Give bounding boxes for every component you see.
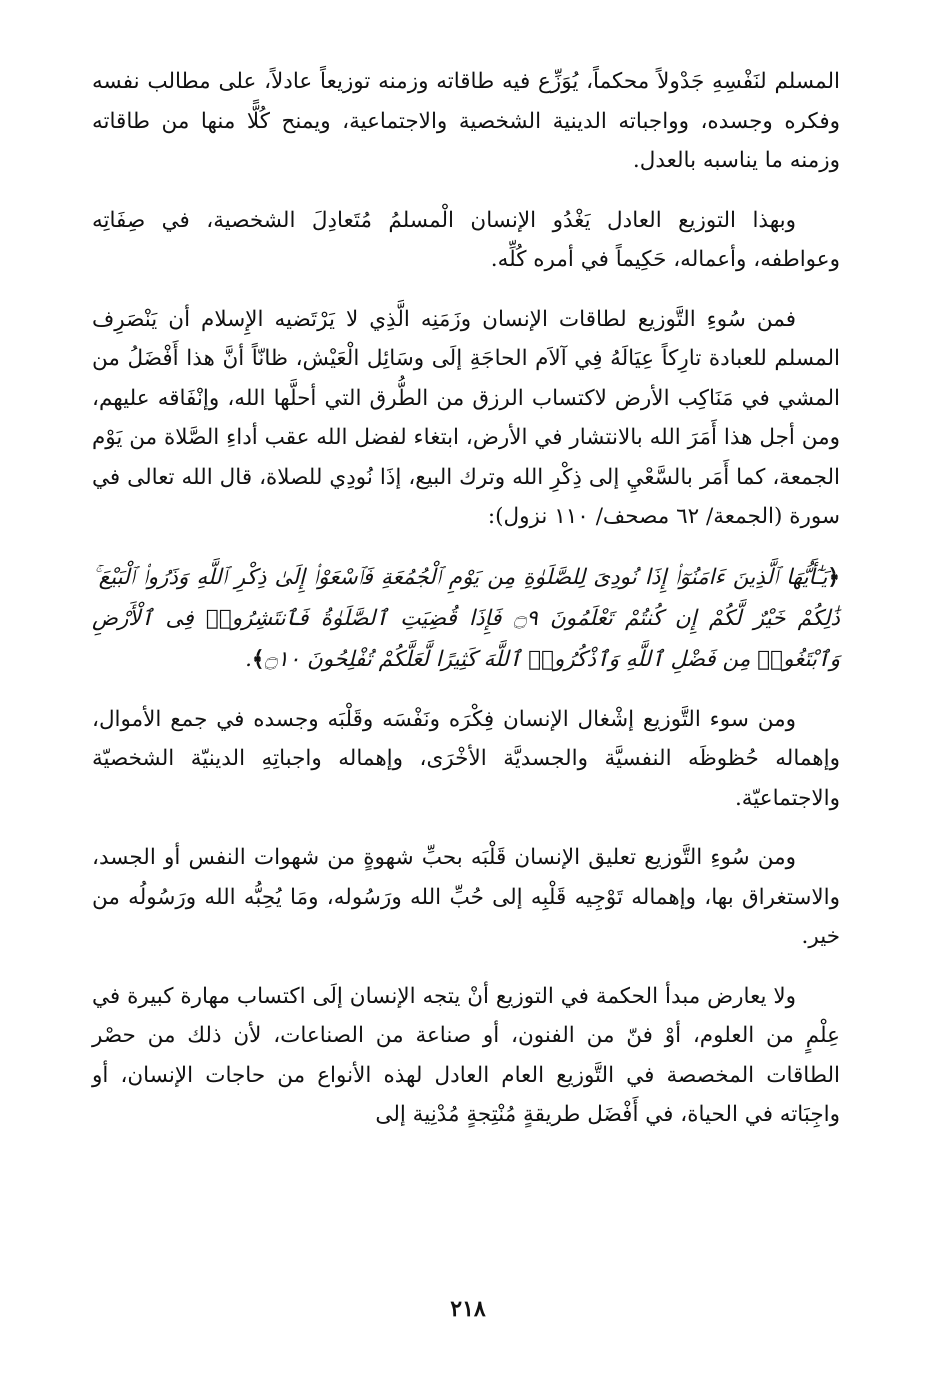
paragraph-text: المسلم لنَفْسِهِ جَدْولاً محكماً، يُوَزِّع فيه طاقاته وزمنه توزيعاً عادلاً، على مطالب نفسه وفكره وجسده، وواجباته الدينية الشخصية والاجتماعية، ويمنح كُلًّا منها من طاقاته وزمنه ما يناسبه بالعدل. [92, 69, 840, 173]
paragraph-4 [92, 700, 840, 819]
paragraph-5 [92, 838, 840, 957]
verse-open-bracket: ﴿ [827, 564, 840, 590]
paragraph-2 [92, 201, 840, 280]
verse-text: يَـٰٓأَيُّهَا ٱلَّذِينَ ءَامَنُوٓا۟ إِذَا نُودِىَ لِلصَّلَوٰةِ مِن يَوْمِ ٱلْجُمُعَةِ فَٱسْعَوْا۟ إِلَىٰ ذِكْرِ ٱللَّهِ وَذَرُوا۟ ٱلْبَيْعَ ۚ ذَٰلِكُمْ خَيْرٌ لَّكُمْ إِن كُنتُمْ تَعْلَمُونَ ۝٩ فَإِذَا قُضِيَتِ ٱلصَّلَوٰةُ فَٱنتَشِرُوا۟ فِى ٱلْأَرْضِ وَٱبْتَغُوا۟ مِن فَضْلِ ٱللَّهِ وَٱذْكُرُوا۟ ٱللَّهَ كَثِيرًا لَّعَلَّكُمْ تُفْلِحُونَ ۝١٠ [92, 564, 840, 672]
paragraph-text: فمن سُوءِ التَّوزيع لطاقات الإنسان وزَمَنِه الَّذِي لا يَرْتَضيه الإِسلام أن يَنْصَرِف المسلم للعبادة تارِكاً عِيَالَهُ فِي آلاَم الحاجَةِ إلَى وسَائِل الْعَيْش، ظانّاً أنَّ هذا أَفْضَلُ من المشي في مَنَاكِب الأرض لاكتساب الرزق من الطُّرق التي أحلَّها الله، وإنْفَاقه عليهم، ومن أجل هذا أَمَرَ الله بالانتشار في الأرض، ابتغاء لفضل الله عقب أداءِ الصَّلاة من يَوْم الجمعة، كما أَمَر بالسَّعْيِ إلى ذِكْرِ الله وترك البيع، إذَا نُودِي للصلاة، قال الله تعالى في سورة (الجمعة/ ٦٢ مصحف/ ١١٠ نزول): [92, 306, 840, 529]
paragraph-text: ومن سوء التَّوزيع إشْغال الإنسان فِكْرَه ونَفْسَه وقَلْبَه وجسده في جمع الأموال، وإهماله حُظوظَه النفسيَّة والجسديَّة الأخْرَى، وإهماله واجباتِهِ الدينيّة الشخصيّة والاجتماعيّة. [92, 706, 840, 811]
verse-close-bracket: ﴾ [251, 646, 265, 672]
paragraph-6 [92, 977, 840, 1135]
page-number: ٢١٨ [450, 1296, 486, 1322]
paragraph-text: وبهذا التوزيع العادل يَغْدُو الإنسان الْمسلمُ مُتَعادِلَ الشخصية، في صِفَاتِه وعواطفه، وأعماله، حَكِيماً في أمره كُلِّه. [92, 207, 840, 272]
verse-end-mark: . [245, 646, 252, 672]
paragraph-3 [92, 300, 840, 537]
paragraph-1 [92, 62, 840, 181]
quran-verse [92, 557, 840, 680]
page-body [92, 62, 840, 1155]
paragraph-text: ومن سُوءِ التَّوزيع تعليق الإنسان قَلْبَه بحبِّ شهوةٍ من شهوات النفس أو الجسد، والاستغراق بها، وإهماله تَوْجِيه قَلْبِه إلى حُبِّ الله ورَسُوله، ومَا يُحِبُّه الله ورَسُولُه من خير. [92, 845, 840, 949]
paragraph-text: ولا يعارض مبدأ الحكمة في التوزيع أنْ يتجه الإنسان إلَى اكتساب مهارة كبيرة في عِلْمٍ من العلوم، أوْ فنّ من الفنون، أو صناعة من الصناعات، لأن ذلك من حصْر الطاقات المخصصة في التَّوزيع العام العادل لهذه الأنواع من حاجات الإنسان، أو واجِبَاته في الحياة، في أَفْضَل طريقةٍ مُنْتِجةٍ مُدْنِية إلى [92, 983, 840, 1127]
